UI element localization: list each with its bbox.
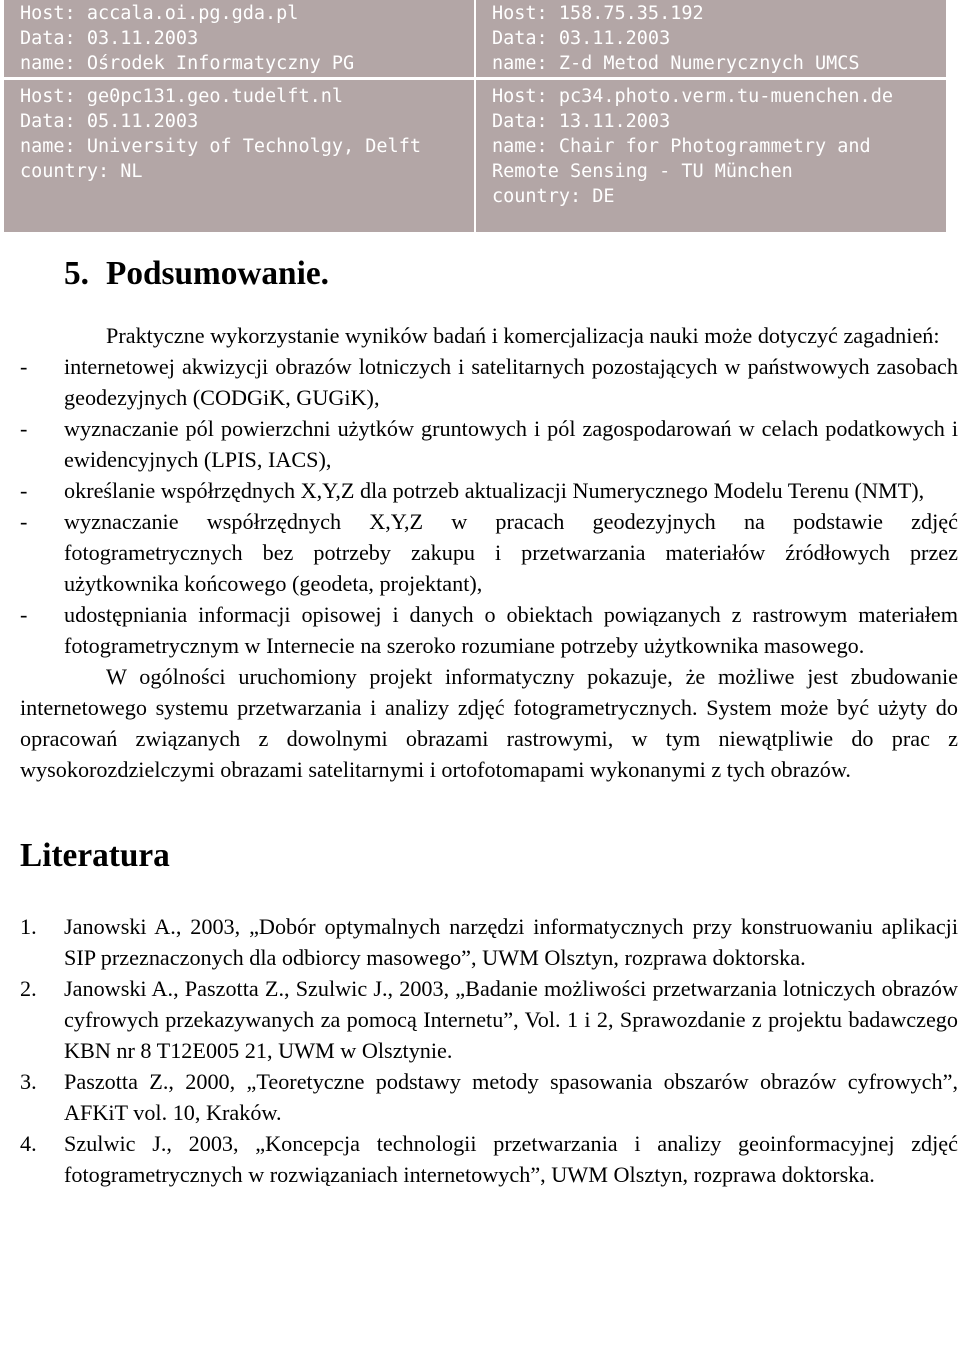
country-line: country: DE (492, 186, 615, 207)
country-line: country: NL (20, 161, 143, 182)
list-item-text: wyznaczanie współrzędnych X,Y,Z w pracach geodezyjnych na podstawie zdjęć fotogrametrycznych bez potrzeby zakupu i przetwarzania materiałów źródłowych przez użytkownika końcowego (geodeta, projektant), (64, 509, 958, 596)
list-item (20, 413, 958, 475)
name-line: name: Z-d Metod Numerycznych UMCS (492, 53, 860, 74)
reference-text: Paszotta Z., 2000, „Teoretyczne podstawy metody spasowania obszarów obrazów cyfrowych”, AFKiT vol. 10, Kraków. (64, 1069, 958, 1125)
name-line: name: Chair for Photogrammetry and Remote Sensing - TU München (492, 136, 882, 182)
reference-list (20, 911, 958, 1190)
list-item-text: internetowej akwizycji obrazów lotniczych i satelitarnych pozostających w państwowych zasobach geodezyjnych (CODGiK, GUGiK), (64, 354, 958, 410)
section-title: Podsumowanie. (106, 255, 329, 292)
document-body (20, 255, 958, 1190)
list-marker: - (20, 602, 28, 627)
list-item-text: udostępniania informacji opisowej i danych o obiektach powiązanych z rastrowym materiałem fotogrametrycznym w Internecie na szeroko rozumiane potrzeby użytkownika masowego. (64, 602, 958, 658)
host-cell (476, 0, 946, 77)
date-line: Data: 03.11.2003 (492, 28, 671, 49)
date-line: Data: 03.11.2003 (20, 28, 199, 49)
section-number: 5. (64, 255, 89, 292)
host-line: Host: accala.oi.pg.gda.pl (20, 3, 299, 24)
list-marker: - (20, 416, 28, 441)
reference-text: Szulwic J., 2003, „Koncepcja technologii przetwarzania i analizy geoinformacyjnej zdjęć fotogrametrycznych w rozwiązaniach internetowych”, UWM Olsztyn, rozprawa doktorska. (64, 1131, 958, 1187)
host-line: Host: ge0pc131.geo.tudelft.nl (20, 86, 344, 107)
list-item (20, 351, 958, 413)
host-line: Host: 158.75.35.192 (492, 3, 704, 24)
host-cell (4, 80, 474, 232)
list-item (20, 599, 958, 661)
reference-number: 4. (20, 1131, 37, 1156)
reference-number: 1. (20, 914, 37, 939)
conclusion-paragraph: W ogólności uruchomiony projekt informatyczny pokazuje, że możliwe jest zbudowanie internetowego systemu przetwarzania i analizy zdjęć fotogrametrycznych. System może być użyty do opracowań związanych z dowolnymi obrazami rastrowymi, w tym niewątpliwie do prac z wysokorozdzielczymi obrazami satelitarnymi i ortofotomapami wykonanymi z tych obrazów. (20, 664, 958, 782)
reference-item (20, 1128, 958, 1190)
list-item-text: wyznaczanie pól powierzchni użytków gruntowych i pól zagospodarowań w celach podatkowych i ewidencyjnych (LPIS, IACS), (64, 416, 958, 472)
list-marker: - (20, 509, 28, 534)
list-marker: - (20, 478, 28, 503)
list-marker: - (20, 354, 28, 379)
reference-text: Janowski A., Paszotta Z., Szulwic J., 2003, „Badanie możliwości przetwarzania lotniczych obrazów cyfrowych przekazywanych za pomocą Internetu”, Vol. 1 i 2, Sprawozdanie z projektu badawczego KBN nr 8 T12E005 21, UWM w Olsztynie. (64, 976, 958, 1063)
reference-item (20, 1066, 958, 1128)
reference-item (20, 911, 958, 973)
reference-text: Janowski A., 2003, „Dobór optymalnych narzędzi informatycznych przy konstruowaniu aplikacji SIP przeznaczonych dla odbiorcy masowego”, UWM Olsztyn, rozprawa doktorska. (64, 914, 958, 970)
list-item-text: określanie współrzędnych X,Y,Z dla potrzeb aktualizacji Numerycznego Modelu Terenu (NMT), (64, 478, 925, 503)
topic-list (20, 351, 958, 661)
host-line: Host: pc34.photo.verm.tu-muenchen.de (492, 86, 893, 107)
date-line: Data: 05.11.2003 (20, 111, 199, 132)
name-line: name: Ośrodek Informatyczny PG (20, 53, 355, 74)
reference-number: 2. (20, 976, 37, 1001)
list-item (20, 475, 958, 506)
list-item (20, 506, 958, 599)
host-table (4, 0, 946, 232)
name-line: name: University of Technolgy, Delft (20, 136, 421, 157)
host-cell (476, 80, 946, 232)
host-cell (4, 0, 474, 77)
reference-number: 3. (20, 1069, 37, 1094)
section-heading (20, 255, 958, 292)
date-line: Data: 13.11.2003 (492, 111, 671, 132)
intro-paragraph: Praktyczne wykorzystanie wyników badań i komercjalizacja nauki może dotyczyć zagadnień: (106, 323, 940, 348)
reference-item (20, 973, 958, 1066)
literature-heading: Literatura (20, 837, 170, 874)
